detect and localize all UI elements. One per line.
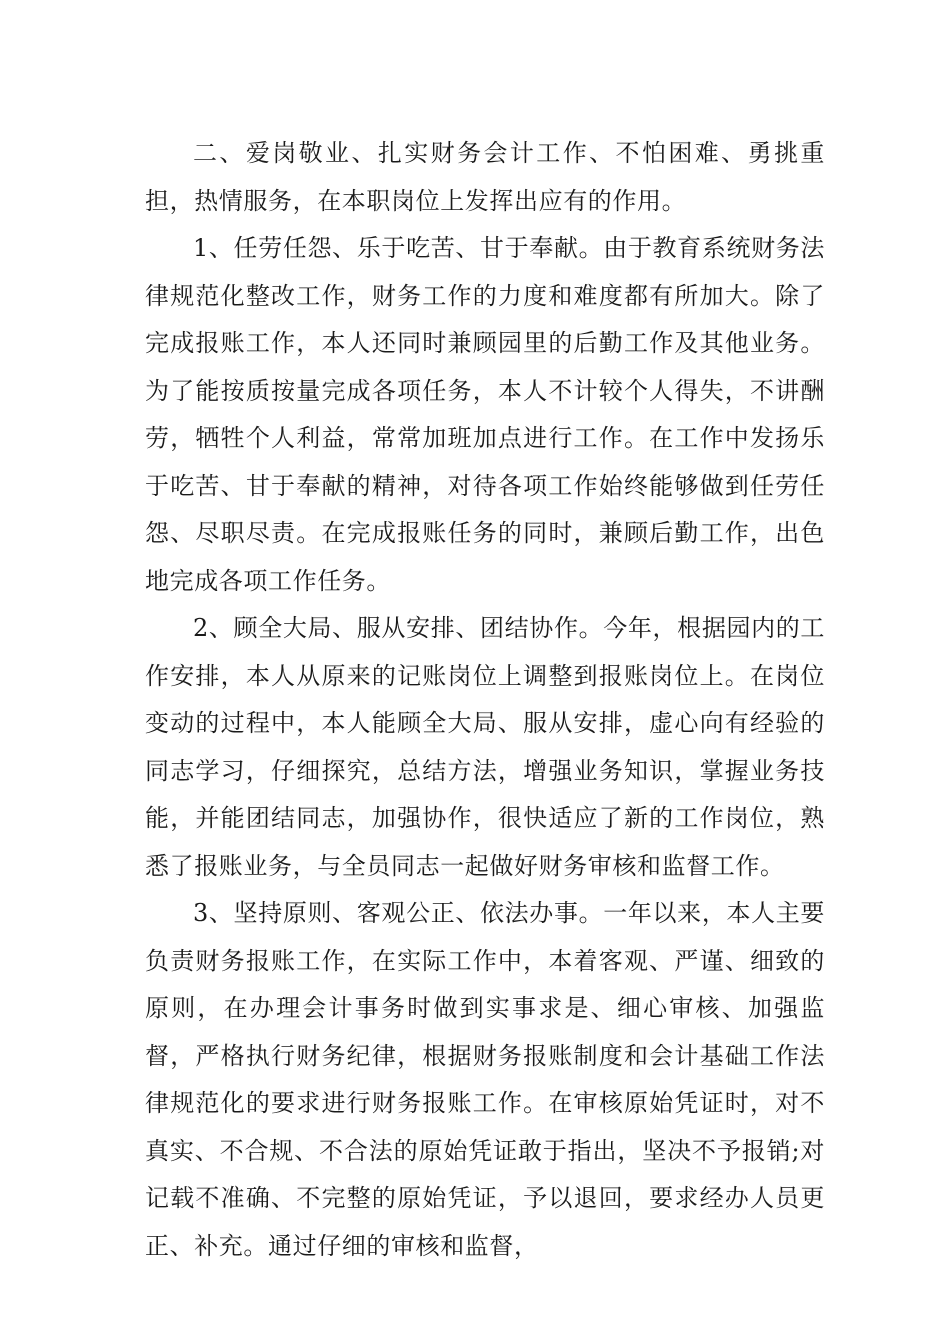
body-paragraph-1: 1、任劳任怨、乐于吃苦、甘于奉献。由于教育系统财务法律规范化整改工作，财务工作的力度和难度都有所加大。除了完成报账工作，本人还同时兼顾园里的后勤工作及其他业务。为了能按质按量完成各项任务，本人不计较个人得失，不讲酬劳，牺牲个人利益，常常加班加点进行工作。在工作中发扬乐于吃苦、甘于奉献的精神，对待各项工作始终能够做到任劳任怨、尽职尽责。在完成报账任务的同时，兼顾后勤工作，出色地完成各项工作任务。 <box>145 234 825 595</box>
section-heading-paragraph: 二、爱岗敬业、扎实财务会计工作、不怕困难、勇挑重担，热情服务，在本职岗位上发挥出应有的作用。 <box>145 139 825 215</box>
document-page <box>145 130 825 1270</box>
body-paragraph-2: 2、顾全大局、服从安排、团结协作。今年，根据园内的工作安排，本人从原来的记账岗位上调整到报账岗位上。在岗位变动的过程中，本人能顾全大局、服从安排，虚心向有经验的同志学习，仔细探究，总结方法，增强业务知识，掌握业务技能，并能团结同志，加强协作，很快适应了新的工作岗位，熟悉了报账业务，与全员同志一起做好财务审核和监督工作。 <box>145 614 825 880</box>
body-paragraph-3: 3、坚持原则、客观公正、依法办事。一年以来，本人主要负责财务报账工作，在实际工作中，本着客观、严谨、细致的原则，在办理会计事务时做到实事求是、细心审核、加强监督，严格执行财务纪律，根据财务报账制度和会计基础工作法律规范化的要求进行财务报账工作。在审核原始凭证时，对不真实、不合规、不合法的原始凭证敢于指出，坚决不予报销;对记载不准确、不完整的原始凭证，予以退回，要求经办人员更正、补充。通过仔细的审核和监督， <box>145 899 825 1260</box>
